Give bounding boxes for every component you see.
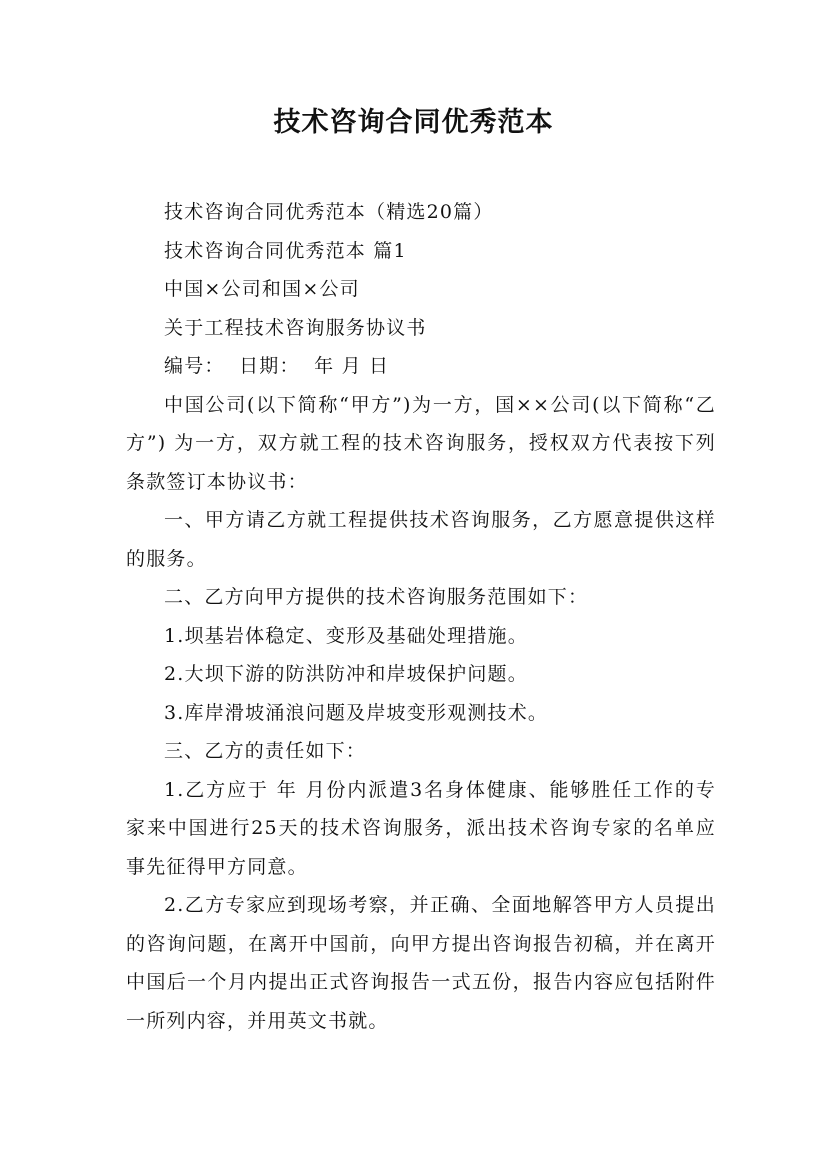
paragraph-clause-3: 三、乙方的责任如下： [164,740,367,762]
paragraph-scope-item-3: 3.库岸滑坡涌浪问题及岸坡变形观测技术。 [164,701,549,724]
paragraph-preamble: 中国公司(以下简称“甲方”)为一方，国××公司(以下简称“乙方”) 为一方，双方就工程的技术咨询服务，授权双方代表按下列条款签订本协议书： [126,393,716,493]
paragraph-number-date: 编号： 日期： 年 月 日 [164,355,390,377]
paragraph-clause-1: 一、甲方请乙方就工程提供技术咨询服务，乙方愿意提供这样的服务。 [126,509,716,570]
paragraph-scope-item-2: 2.大坝下游的防洪防冲和岸坡保护问题。 [164,663,528,685]
paragraph-agreement-title: 关于工程技术咨询服务协议书 [164,316,427,339]
paragraph-parties: 中国×公司和国×公司 [164,278,360,300]
paragraph-scope-item-1: 1.坝基岩体稳定、变形及基础处理措施。 [164,624,528,647]
document-title: 技术咨询合同优秀范本 [273,107,554,138]
document-body [126,193,716,1040]
paragraph-clause-2: 二、乙方向甲方提供的技术咨询服务范围如下： [164,586,589,608]
paragraph-heading: 技术咨询合同优秀范本（精选20篇） [164,201,494,223]
paragraph-duty-item-2: 2.乙方专家应到现场考察，并正确、全面地解答甲方人员提出的咨询问题，在离开中国前，向甲方提出咨询报告初稿，并在离开中国后一个月内提出正式咨询报告一式五份，报告内容应包括附件一所列内容，并用英文书就。 [126,894,716,1032]
paragraph-duty-item-1: 1.乙方应于 年 月份内派遣3名身体健康、能够胜任工作的专家来中国进行25天的技术咨询服务，派出技术咨询专家的名单应事先征得甲方同意。 [126,778,716,878]
paragraph-section-label: 技术咨询合同优秀范本 篇1 [164,239,407,262]
